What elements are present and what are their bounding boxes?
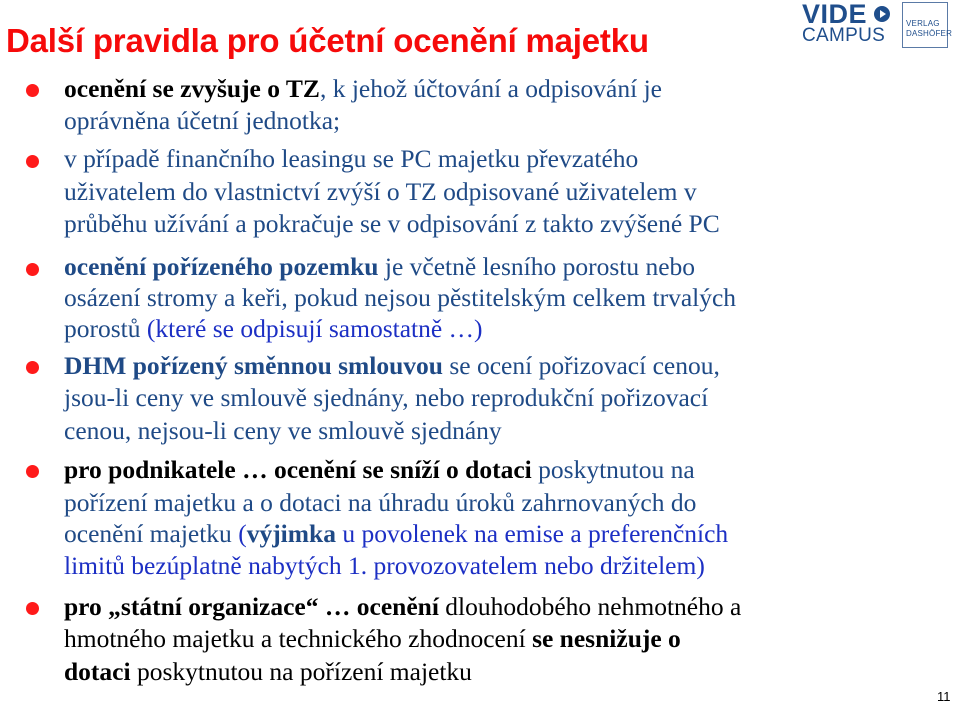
bullet-text-line xyxy=(64,592,741,622)
text-segment: dlouhodobého nehmotného a xyxy=(438,592,742,621)
videocampus-logo xyxy=(798,0,953,49)
text-segment: pořízení majetku a o dotaci na úhradu úroků zahrnovaných do xyxy=(64,488,697,517)
bullet-marker xyxy=(26,602,39,615)
bullet-text-line xyxy=(64,209,720,239)
bullet-text-line xyxy=(64,551,705,581)
bullet-text-line xyxy=(64,283,736,313)
bullet-text-line xyxy=(64,252,695,282)
text-segment: výjimka xyxy=(246,519,336,548)
text-segment: poskytnutou na xyxy=(531,455,695,484)
text-segment: (které se odpisují samostatně …) xyxy=(146,314,483,343)
text-segment: uživatelem do vlastnictví zvýší o TZ odpisované uživatelem v xyxy=(64,177,697,206)
bullet-text-line xyxy=(64,74,662,104)
bullet-text-line xyxy=(64,624,681,654)
text-segment: se nesnižuje o xyxy=(532,624,681,653)
logo-video-text: VIDE xyxy=(802,0,868,29)
text-segment: v případě finančního leasingu se PC majetku převzatého xyxy=(64,144,639,173)
text-segment: osázení stromy a keři, pokud nejsou pěstitelským celkem trvalých xyxy=(64,283,737,312)
text-segment: DHM pořízený směnnou smlouvou xyxy=(64,351,443,380)
text-segment: jsou-li ceny ve smlouvě sjednány, nebo reprodukční pořizovací xyxy=(64,383,709,412)
text-segment: se ocení pořizovací cenou, xyxy=(443,351,720,380)
publisher-badge xyxy=(902,2,953,48)
bullet-marker xyxy=(26,155,39,168)
text-segment: porostů xyxy=(64,314,147,343)
bullet-text-line xyxy=(64,455,695,485)
text-segment: ocenění majetku xyxy=(64,519,239,548)
bullet-text-line xyxy=(64,519,728,549)
bullet-text-line xyxy=(64,177,697,207)
text-segment: pro podnikatele … ocenění se sníží o dotaci xyxy=(64,455,532,484)
page-number: 11 xyxy=(937,689,951,704)
publisher-line-2: DASHÖFER xyxy=(906,29,953,38)
text-segment: hmotného majetku a technického zhodnocení xyxy=(64,624,533,653)
bullet-text-line xyxy=(64,144,638,174)
text-segment: u povolenek na emise a preferenčních xyxy=(335,519,729,548)
bullet-marker xyxy=(26,361,39,374)
bullet-text-line xyxy=(64,657,472,687)
text-segment: , k jehož účtování a odpisování je xyxy=(319,74,662,103)
text-segment: oprávněna účetní jednotka; xyxy=(64,106,341,135)
text-segment: průběhu užívání a pokračuje se v odpisování z takto zvýšené PC xyxy=(64,209,720,238)
text-segment: ( xyxy=(238,519,247,548)
text-segment: pro „státní organizace“ … ocenění xyxy=(64,592,439,621)
text-segment: ocenění se zvyšuje o TZ xyxy=(64,74,320,103)
bullet-marker xyxy=(26,84,39,97)
bullet-text-line xyxy=(64,314,483,344)
play-icon xyxy=(874,6,890,22)
bullet-text-line xyxy=(64,416,502,446)
text-segment: dotaci xyxy=(64,657,131,686)
bullet-marker xyxy=(26,263,39,276)
text-segment: poskytnutou na pořízení majetku xyxy=(130,657,472,686)
bullet-text-line xyxy=(64,106,340,136)
text-segment: cenou, nejsou-li ceny ve smlouvě sjednány xyxy=(64,416,502,445)
text-segment: ocenění pořízeného pozemku xyxy=(64,252,379,281)
bullet-text-line xyxy=(64,383,708,413)
logo-campus-text: CAMPUS xyxy=(802,25,886,46)
slide-title: Další pravidla pro účetní ocenění majetku xyxy=(6,22,649,59)
text-segment: je včetně lesního porostu nebo xyxy=(378,252,696,281)
bullet-marker xyxy=(26,465,39,478)
bullet-text-line xyxy=(64,351,720,381)
bullet-text-line xyxy=(64,488,696,518)
text-segment: limitů bezúplatně nabytých 1. provozovatelem nebo držitelem) xyxy=(64,551,705,580)
publisher-line-1: VERLAG xyxy=(906,19,940,28)
